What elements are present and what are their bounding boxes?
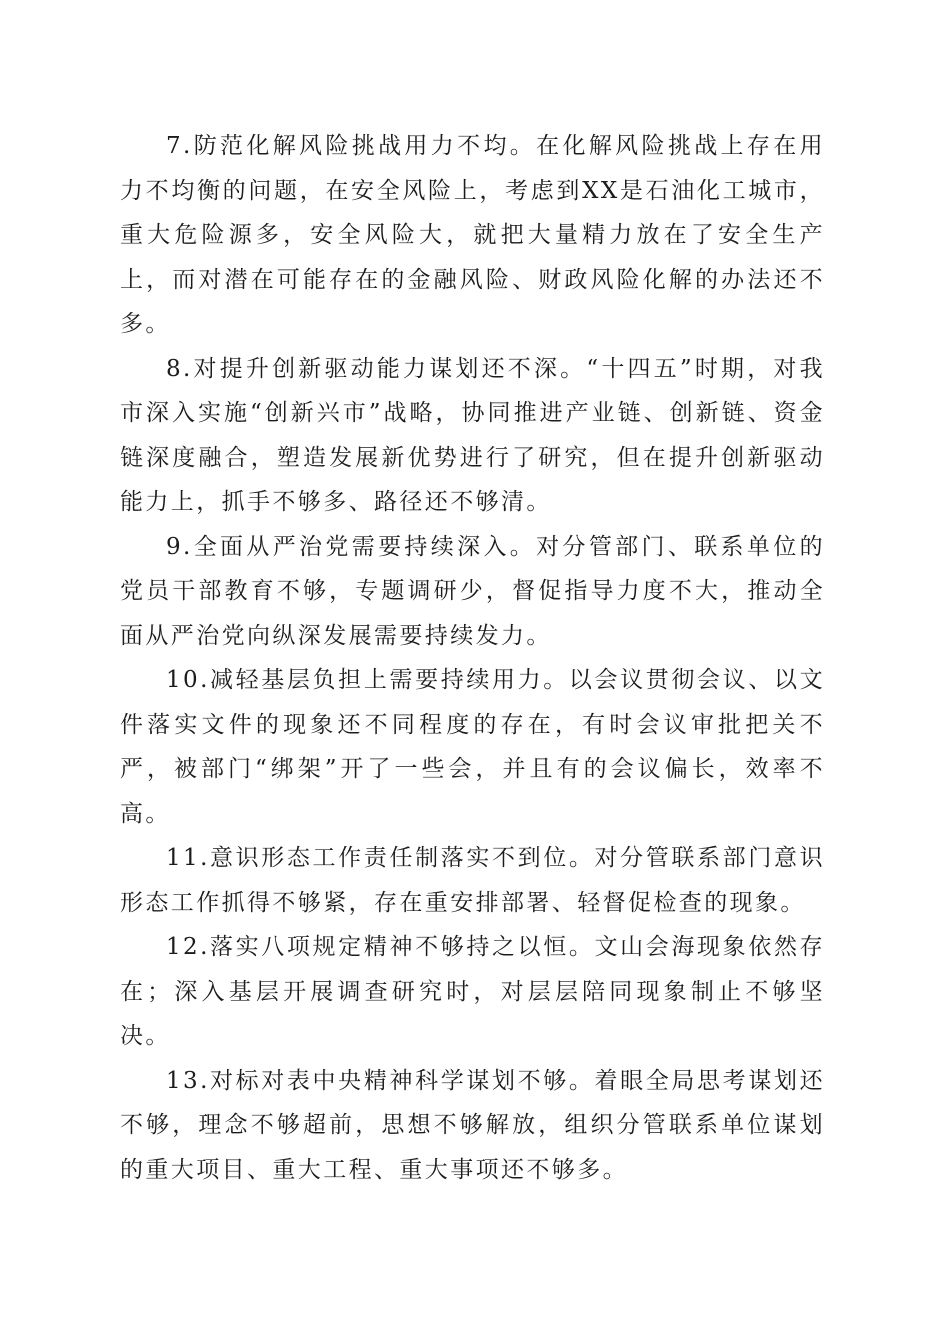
paragraph-item-9: 9.全面从严治党需要持续深入。对分管部门、联系单位的党员干部教育不够，专题调研少，督促指导力度不大，推动全面从严治党向纵深发展需要持续发力。 (120, 533, 825, 649)
paragraph-item-8: 8.对提升创新驱动能力谋划还不深。“十四五”时期，对我市深入实施“创新兴市”战略，协同推进产业链、创新链、资金链深度融合，塑造发展新优势进行了研究，但在提升创新驱动能力上，抓手不够多、路径还不够清。 (120, 355, 825, 515)
document-body (120, 124, 825, 1192)
paragraph-item-12: 12.落实八项规定精神不够持之以恒。文山会海现象依然存在；深入基层开展调查研究时，对层层陪同现象制止不够坚决。 (120, 934, 825, 1049)
paragraph-item-7: 7.防范化解风险挑战用力不均。在化解风险挑战上存在用力不均衡的问题，在安全风险上，考虑到XX是石油化工城市，重大危险源多，安全风险大，就把大量精力放在了安全生产上，而对潜在可能存在的金融风险、财政风险化解的办法还不多。 (120, 133, 825, 337)
paragraph-item-10: 10.减轻基层负担上需要持续用力。以会议贯彻会议、以文件落实文件的现象还不同程度的存在，有时会议审批把关不严，被部门“绑架”开了一些会，并且有的会议偏长，效率不高。 (120, 667, 825, 827)
paragraph-item-11: 11.意识形态工作责任制落实不到位。对分管联系部门意识形态工作抓得不够紧，存在重安排部署、轻督促检查的现象。 (120, 845, 825, 916)
paragraph-item-13: 13.对标对表中央精神科学谋划不够。着眼全局思考谋划还不够，理念不够超前，思想不够解放，组织分管联系单位谋划的重大项目、重大工程、重大事项还不够多。 (120, 1067, 825, 1183)
